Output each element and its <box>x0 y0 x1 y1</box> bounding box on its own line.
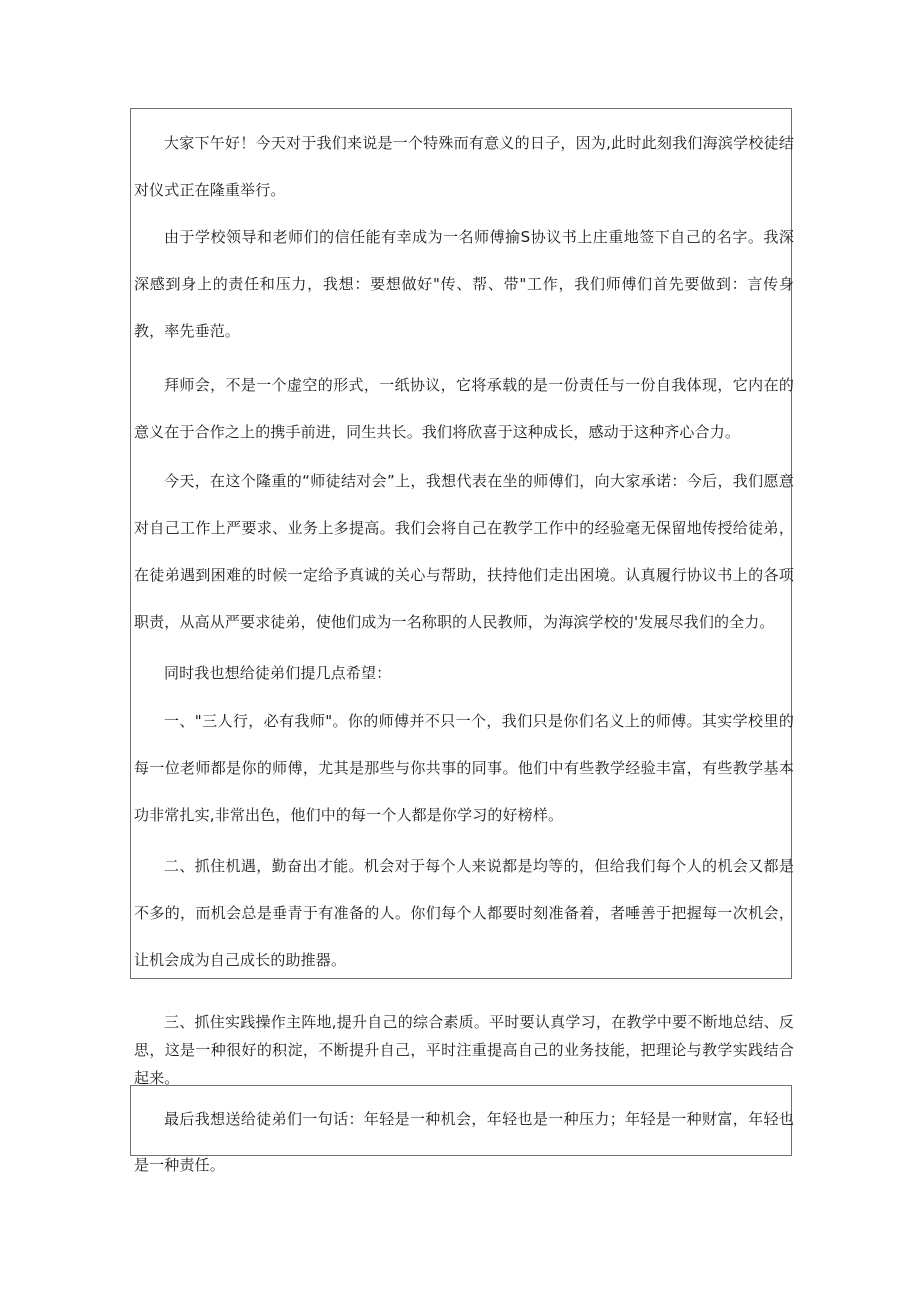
closing-paragraph: 最后我想送给徒弟们一句话：年轻是一种机会，年轻也是一种压力；年轻是一种财富，年轻也是一种责任。 <box>134 1110 794 1174</box>
hope-three-paragraph: 三、抓住实践操作主阵地,提升自己的综合素质。平时要认真学习，在教学中要不断地总结、反思，这是一种很好的积淀，不断提升自己，平时注重提高自己的业务技能，把理论与教学实践结合起来。 <box>134 1013 794 1087</box>
greeting-paragraph: 大家下午好！今天对于我们来说是一个特殊而有意义的日子，因为,此时此刻我们海滨学校徒结对仪式正在隆重举行。 <box>134 134 794 199</box>
hope-two-paragraph: 二、抓住机遇，勤奋出才能。机会对于每个人来说都是均等的，但给我们每个人的机会又都是不多的，而机会总是垂青于有准备的人。你们每个人都要时刻准备着，者唾善于把握每一次机会，让机会成为自己成长的助推器。 <box>134 857 794 969</box>
responsibility-paragraph: 由于学校领导和老师们的信任能有幸成为一名师傅揄S协议书上庄重地签下自己的名字。我深深感到身上的责任和压力，我想：要想做好"传、帮、带"工作，我们师傅们首先要做到：言传身教，率先垂范。 <box>134 228 794 340</box>
promise-paragraph: 今天，在这个隆重的“师徒结对会”上，我想代表在坐的师傅们，向大家承诺：今后，我们愿意对自己工作上严要求、业务上多提高。我们会将自己在教学工作中的经验毫无保留地传授给徒弟，在徒弟遇到困难的时候一定给予真诚的关心与帮助，扶持他们走出困境。认真履行协议书上的各项职责，从高从严要求徒弟，使他们成为一名称职的人民教师，为海滨学校的'发展尽我们的全力。 <box>134 472 794 631</box>
hopes-intro-paragraph: 同时我也想给徒弟们提几点希望： <box>164 664 392 682</box>
hope-one-paragraph: 一、"三人行，必有我师"。你的师傅并不只一个，我们只是你们名义上的师傅。其实学校里的每一位老师都是你的师傅，尤其是那些与你共事的同事。他们中有些教学经验丰富，有些教学基本功非常扎实,非常出色，他们中的每一个人都是你学习的好榜样。 <box>134 712 794 824</box>
ceremony-paragraph: 拜师会，不是一个虚空的形式，一纸协议，它将承载的是一份责任与一份自我体现，它内在的意义在于合作之上的携手前进，同生共长。我们将欣喜于这种成长，感动于这种齐心合力。 <box>134 376 794 441</box>
